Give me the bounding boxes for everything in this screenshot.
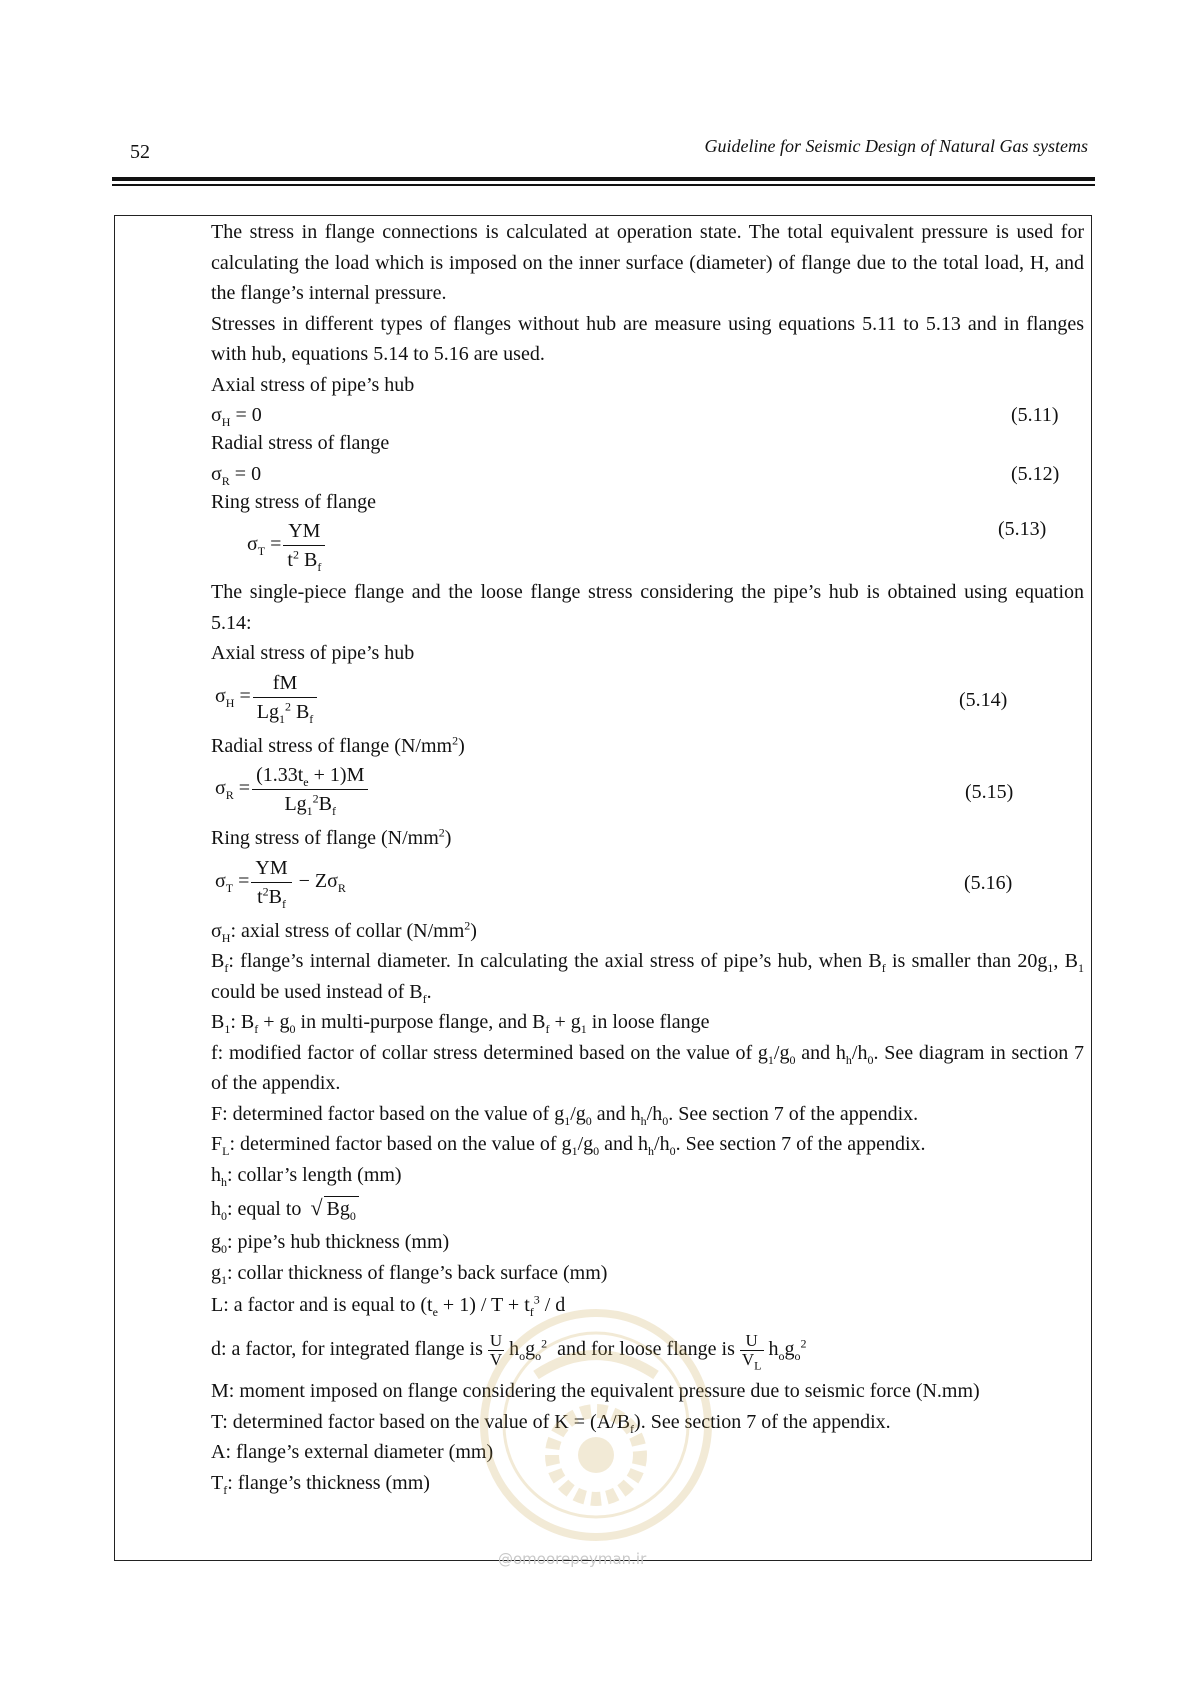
equation-number: (5.11): [1011, 404, 1059, 426]
paragraph-intro: The stress in flange connections is calculated at operation state. The total equivalent pressure is used for calculating the load which is imposed on the inner surface (diameter) of flange due to the total load, H, and the flange’s internal pressure.: [211, 221, 1084, 304]
heading-axial-stress: Axial stress of pipe’s hub: [211, 373, 415, 396]
heading-ring-stress: Ring stress of flange: [211, 490, 376, 513]
formula-sigma-h: $\sigma_H$ = $\frac{fM}{Lg_1^2 B_f}$: [215, 685, 319, 707]
definition-b1: $B_1$: $B_f + g_0$ in multi-purpose flange, and $B_f + g_1$ in loose flange: [211, 1011, 710, 1036]
definition-FL: $F_L$: determined factor based on the value of $g_1/g_0$ and $h_h/h_0$. See section 7 of the appendix.: [211, 1133, 926, 1158]
heading-axial-stress-2: Axial stress of pipe’s hub: [211, 642, 415, 664]
equation-5-12: [211, 459, 1084, 487]
definition-hh: $h_h$: collar’s length (mm): [211, 1163, 402, 1189]
paragraph-single-piece: The single-piece flange and the loose flange stress considering the pipe’s hub is obtained using equation 5.14:: [211, 581, 1084, 634]
equation-number: (5.12): [1011, 462, 1060, 485]
definition-g0: $g_0$: pipe’s hub thickness (mm): [211, 1231, 450, 1256]
watermark-text: @omoorepeyman.ir: [498, 1550, 647, 1568]
equation-number: (5.14): [959, 688, 1008, 711]
running-title: Guideline for Seismic Design of Natural Gas systems: [704, 136, 1088, 156]
header-rule-thin: [112, 184, 1095, 186]
formula-d-integrated: $\frac{U}{V}$ $h_og_o^2$: [489, 1330, 548, 1369]
equation-5-16: [211, 854, 1084, 916]
definition-f: f: modified factor of collar stress determined based on the value of $g_1/g_0$ and $h_h/h_0$. See diagram in section 7 of the appendix.: [211, 1041, 1084, 1094]
equation-5-13: [211, 517, 1084, 577]
formula-sigma-r: $\sigma_R$ = $\frac{(1.33t_e + 1)M}{Lg_1^2B_f}$: [215, 777, 370, 799]
header-rule-thick: [112, 177, 1095, 181]
paragraph-stresses: Stresses in different types of flanges without hub are measure using equations 5.11 to 5.13 and in flanges with hub, equations 5.14 to 5.16 are used.: [211, 312, 1084, 365]
definition-h0: $h_0$: equal to √ $Bg_0$: [211, 1190, 1084, 1227]
formula-sigma-t: $\sigma_T$ = $\frac{YM}{t^2 B_f}$: [247, 533, 327, 555]
equation-5-15: [211, 761, 1084, 823]
equation-5-11: [211, 400, 1084, 428]
definition-sigma-h: $\sigma_H$: axial stress of collar $(N/mm^2)$: [211, 917, 477, 945]
definition-T: T: determined factor based on the value of $K = (A/B_f)$. See section 7 of the appendix.: [211, 1410, 891, 1436]
heading-ring-stress-2: Ring stress of flange $(N/mm^2)$: [211, 825, 452, 849]
equation-5-14: [211, 669, 1084, 731]
equation-number: (5.13): [998, 518, 1047, 540]
equation-number: (5.15): [965, 781, 1014, 803]
definition-Tf: $T_f$: flange’s thickness (mm): [211, 1471, 430, 1497]
heading-radial-stress: Radial stress of flange: [211, 432, 390, 454]
formula-sigma-r-zero: $\sigma_R = 0$: [211, 462, 262, 488]
definition-L: L: a factor and is equal to $(t_e + 1) / T + t_f^3 / d$: [211, 1292, 566, 1319]
definition-A: A: flange’s external diameter (mm): [211, 1441, 494, 1463]
equation-number: (5.16): [964, 871, 1013, 894]
definition-g1: $g_1$: collar thickness of flange’s back surface (mm): [211, 1261, 608, 1287]
formula-sigma-h-zero: $\sigma_H = 0$: [211, 404, 262, 429]
watermark-logo: [476, 1305, 716, 1545]
heading-radial-stress-2: Radial stress of flange $(N/mm^2)$: [211, 732, 465, 757]
definition-M: M: moment imposed on flange considering the equivalent pressure due to seismic force (N.mm): [211, 1380, 980, 1402]
formula-d-loose: $\frac{U}{V_L}$ $h_og_o^2$: [741, 1330, 807, 1373]
formula-L: $(t_e + 1) / T + t_f^3 / d$: [420, 1292, 566, 1319]
definition-F: F: determined factor based on the value of $g_1/g_0$ and $h_h/h_0$. See section 7 of the appendix.: [211, 1102, 919, 1128]
page-number: 52: [130, 141, 150, 163]
definition-d: d: a factor, for integrated flange is $\frac{U}{V}$ $h_og_o^2$ and for loose flange is $\frac{U}{V_L}$ $h_og_o^2$: [211, 1330, 807, 1373]
formula-sigma-t-hub: $\sigma_T$ = $\frac{YM}{t^2B_f}$ − $Z\sigma_R$: [215, 856, 346, 911]
definition-bf: $B_f$: flange’s internal diameter. In calculating the axial stress of pipe’s hub, when $B_f$ is smaller than $20g_1$, $B_1$ could be used instead of $B_f$.: [211, 950, 1085, 1006]
